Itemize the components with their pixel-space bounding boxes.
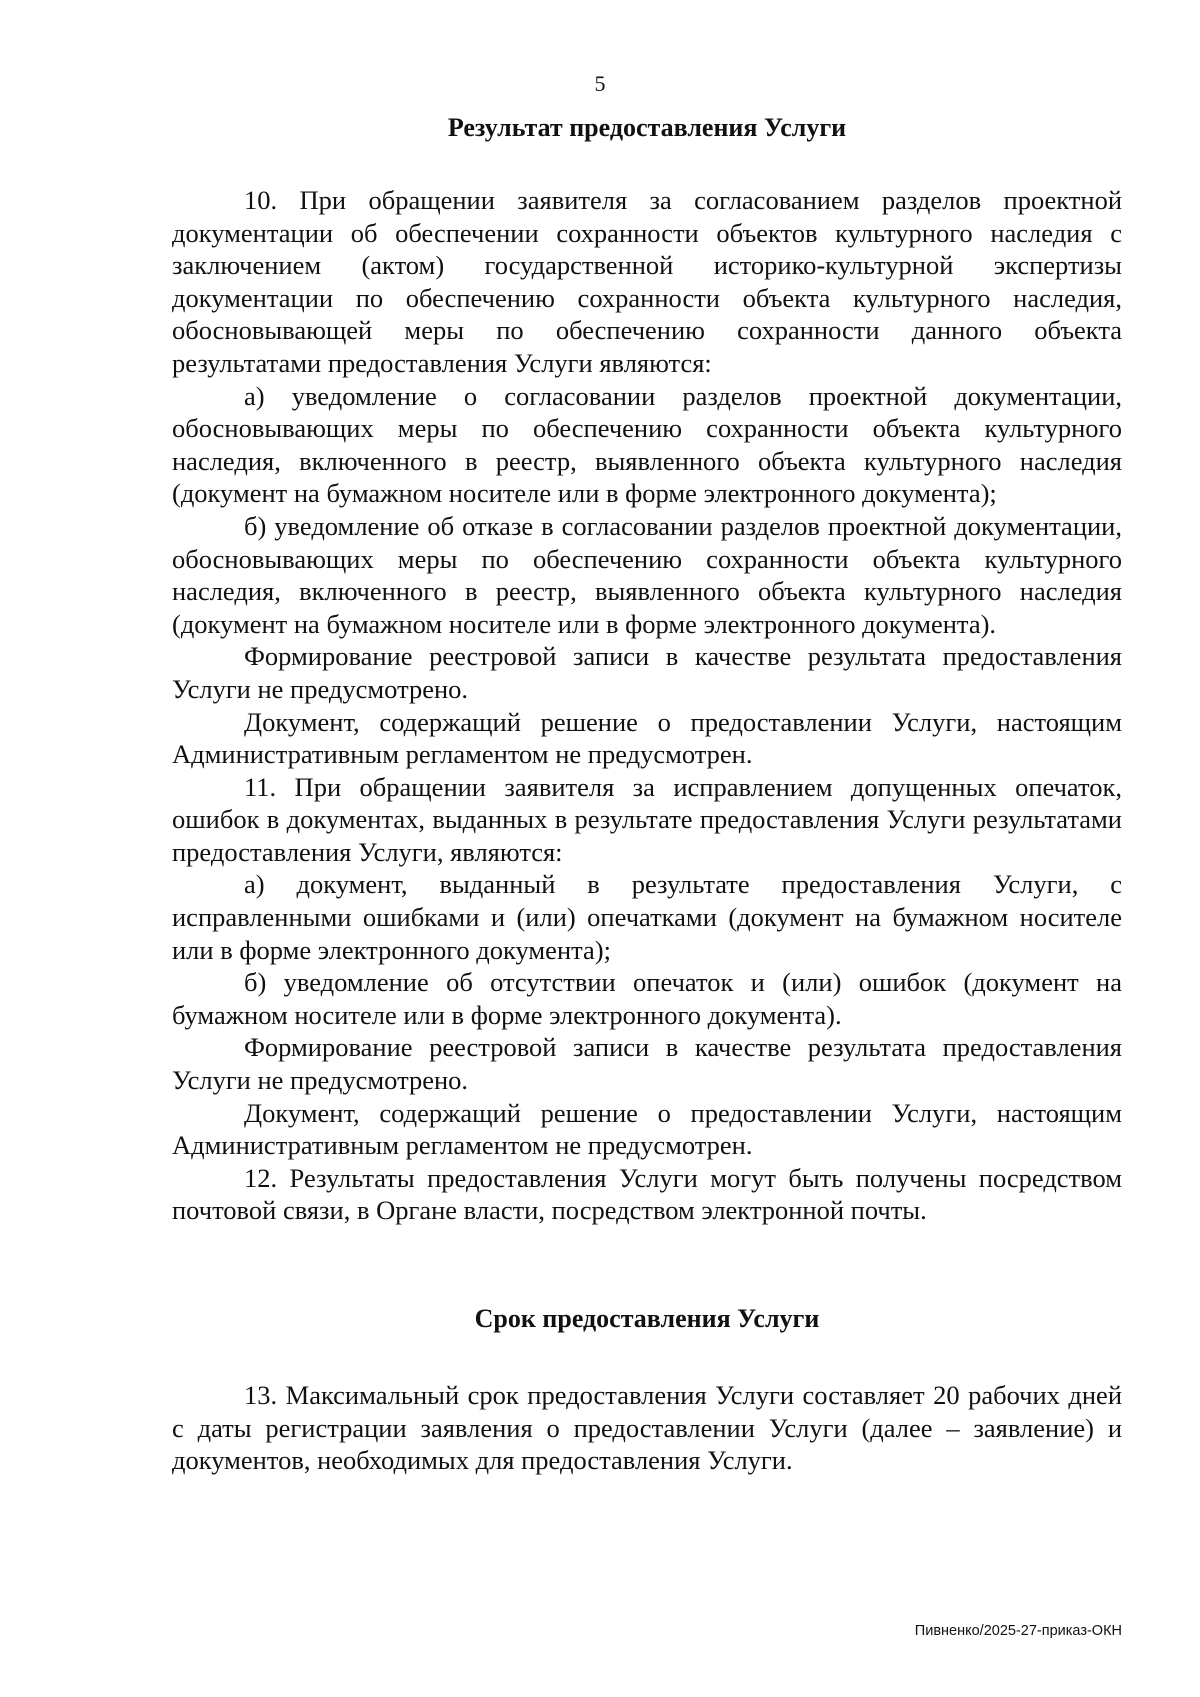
paragraph-12: 12. Результаты предоставления Услуги могут быть получены посредством почтовой связи, в Органе власти, посредством электронной почты.	[172, 1162, 1122, 1226]
section-title-result: Результат предоставления Услуги	[447, 113, 847, 142]
document-body	[172, 112, 1122, 1477]
paragraph-10: 10. При обращении заявителя за согласованием разделов проектной документации об обеспечении сохранности объектов культурного наследия с заключением (актом) государственной историко-культурной экспертизы документации по обеспечению сохранности объекта культурного наследия, обосновывающей меры по обеспечению сохранности данного объекта результатами предоставления Услуги являются:	[172, 185, 1122, 378]
paragraph-11-b: б) уведомление об отсутствии опечаток и (или) ошибок (документ на бумажном носителе или в форме электронного документа).	[172, 967, 1122, 1030]
paragraph-11-registry: Формирование реестровой записи в качестве результата предоставления Услуги не предусмотрено.	[172, 1032, 1122, 1096]
paragraph-10-registry: Формирование реестровой записи в качестве результата предоставления Услуги не предусмотрено.	[172, 641, 1122, 704]
document-footer-code: Пивненко/2025-27-приказ-ОКН	[914, 1623, 1122, 1639]
paragraph-11: 11. При обращении заявителя за исправлением допущенных опечаток, ошибок в документах, выданных в результате предоставления Услуги результатами предоставления Услуги, являются:	[172, 771, 1122, 867]
section-title-term: Срок предоставления Услуги	[474, 1304, 820, 1333]
paragraph-13: 13. Максимальный срок предоставления Услуги составляет 20 рабочих дней с даты регистрации заявления о предоставлении Услуги (далее – заявление) и документов, необходимых для предоставления Услуги.	[172, 1380, 1122, 1476]
paragraph-10-b: б) уведомление об отказе в согласовании разделов проектной документации, обосновывающих меры по обеспечению сохранности объекта культурного наследия, включенного в реестр, выявленного объекта культурного наследия (документ на бумажном носителе или в форме электронного документа).	[172, 510, 1122, 639]
page-number: 5	[594, 71, 606, 96]
paragraph-10-decision: Документ, содержащий решение о предоставлении Услуги, настоящим Административным регламентом не предусмотрен.	[172, 706, 1122, 770]
paragraph-11-decision: Документ, содержащий решение о предоставлении Услуги, настоящим Административным регламентом не предусмотрен.	[172, 1097, 1122, 1161]
paragraph-10-a: а) уведомление о согласовании разделов проектной документации, обосновывающих меры по обеспечению сохранности объекта культурного наследия, включенного в реестр, выявленного объекта культурного наследия (документ на бумажном носителе или в форме электронного документа);	[172, 380, 1122, 509]
paragraph-11-a: а) документ, выданный в результате предоставления Услуги, с исправленными ошибками и (или) опечатками (документ на бумажном носителе или в форме электронного документа);	[172, 869, 1122, 965]
